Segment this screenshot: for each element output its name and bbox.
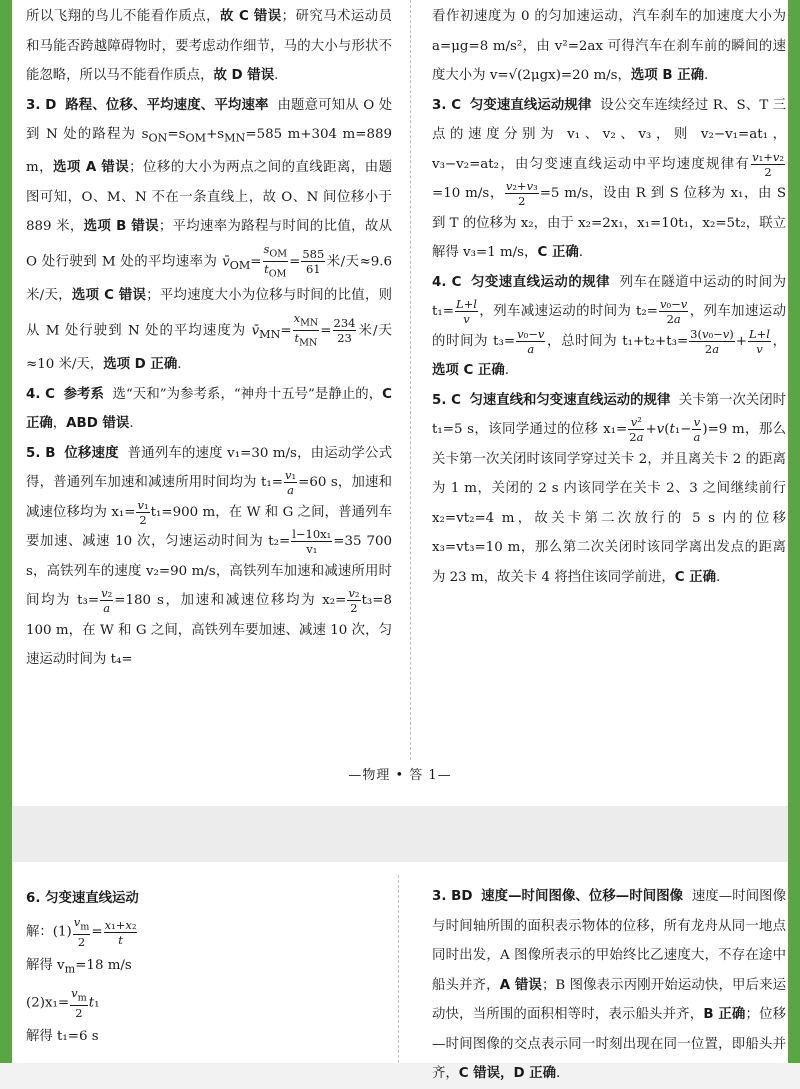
page-gap — [12, 806, 788, 862]
q6-line2: 解得 $v_m=18$ m/s — [26, 958, 132, 976]
q6-line1: 解：(1) $\frac{v_m}{2}$ = $\frac{\text{x₁+x₂}}{t}$ — [26, 915, 137, 950]
left-column — [26, 2, 392, 675]
q6-line4: 解得 t₁=6 s — [26, 1029, 99, 1045]
r-q5-answer: 5. C 匀速直线和匀变速直线运动的规律 关卡第一次关闭时 t₁=5 s，该同学通过的位移 x₁= $\frac{\text{v²}}{2a}$ +v(t₁− $\frac{v}{a}$ )=9 m，那么关卡第一次关闭时该同学穿过关卡 2，并且离关卡 2 的距离为 1 m，关闭的 2 s 内该同学在关卡 2、3 之间继续前行 x₂=vt₂=4 m，故关卡第二次放行的 5 s 内的位移 x₃=vt₃=10 m，那么第二次关闭时该同学离出发点的距离为 23 m，故关卡 4 将挡住该同学前进，C 正确. — [432, 392, 787, 585]
answer-page-1 — [12, 0, 788, 806]
q5-answer: 5. B 位移速度 普通列车的速度 v₁=30 m/s，由运动学公式得，普通列车加速和减速所用时间均为 t₁= $\frac{\text{v₁}}{a}$ =60 s，加速和减速位移均为 x₁= $\frac{\text{v₁}}{2}$ t₁=900 m，在 W 和 G 之间，普通列车要加速、减速 10 次，匀速运动时间为 t₂= $\frac{\text{l−10x₁}}{\text{v₁}}$ =35 700 s，高铁列车的速度 v₂=90 m/s，高铁列车加速和减速所用时间均为 t₃= $\frac{\text{v₂}}{a}$ =180 s，加速和减速位移均为 x₂= $\frac{\text{v₂}}{2}$ t₃=8 100 m，在 W 和 G 之间，高铁列车要加速、减速 10 次，匀速运动时间为 t₄= — [26, 445, 393, 668]
q6-line3: (2)x₁= $\frac{v_m}{2}$ t₁ — [26, 985, 100, 1021]
r-q3-answer: 3. C 匀变速直线运动规律 设公交车连续经过 R、S、T 三点的速度分别为 v₁、v₂、v₃，则 v₂−v₁=at₁，v₃−v₂=at₂，由匀变速直线运动中平均速度规律有 $\frac{\text{v₁+v₂}}{2}$ =10 m/s， $\frac{\text{v₂+v₃}}{2}$ =5 m/s，设由 R 到 S 位移为 x₁，由 S 到 T 的位移为 x₂，由于 x₂=2x₁，x₁=10t₁，x₂=5t₂，联立解得 v₃=1 m/s，C 正确. — [432, 97, 787, 260]
q4-answer: 4. C 参考系 选“天和”为参考系，“神舟十五号”是静止的，C 正确，ABD 错误. — [26, 386, 392, 432]
r-q4-answer: 4. C 匀变速直线运动的规律 列车在隧道中运动的时间为 t₁= $\frac{L+l}{v}$ ，列车减速运动的时间为 t₂= $\frac{\text{v₀−v}}{2a}$ ，列车加速运动的时间为 t₃= $\frac{\text{v₀−v}}{a}$ ，总时间为 t₁+t₂+t₃= $\frac{\text{3(v₀−v)}}{2a}$ + $\frac{L+l}{v}$ ，选项 C 正确. — [432, 274, 787, 378]
q3-answer: 3. D 路程、位移、平均速度、平均速率 由题意可知从 O 处到 N 处的路程为 $s_{ON}=s_{OM}+s_{MN}=585$ m+304 m=889 m，选项 A 错误；位移的大小为两点之间的直线距离，由题图可知，O、M、N 不在一条直线上，故 O、N 间位移小于 889 米，选项 B 错误；平均速率为路程与时间的比值，故从 O 处行驶到 M 处的平均速率为 $v̄_{OM}=$ $\frac{s_{OM}}{t_{OM}}$ = $\frac{585}{61}$ 米/天≈9.6 米/天，选项 C 错误；平均速度大小为位移与时间的比值，则从 M 处行驶到 N 处的平均速度为 $v̄_{MN}=$ $\frac{x_{MN}}{t_{MN}}$ = $\frac{234}{23}$ 米/天≈10 米/天，选项 D 正确. — [26, 97, 393, 373]
q6-title: 6. 匀变速直线运动 — [26, 891, 139, 906]
right-green-border — [788, 0, 800, 1063]
page-footer: —物理 • 答 1— — [348, 768, 452, 783]
answer-page-2 — [12, 862, 788, 1081]
left-green-border — [0, 0, 12, 1063]
page2-column-divider — [398, 875, 399, 1063]
right-column — [432, 2, 786, 592]
column-divider — [410, 0, 411, 760]
page2-right-column — [432, 882, 786, 1089]
page2-left-column — [26, 882, 392, 1053]
q2-continuation: 所以飞翔的鸟儿不能看作质点，故 C 错误；研究马术运动员和马能否跨越障碍物时，要考虑动作细节，马的大小与形状不能忽略，所以马不能看作质点，故 D 错误. — [26, 9, 393, 83]
p2-q3-answer: 3. BD 速度—时间图像、位移—时间图像 速度—时间图像与时间轴所围的面积表示物体的位移，所有龙舟从同一地点同时出发，A 图像所表示的甲始终比乙速度大，不存在途中船头并齐，A 错误；B 图像表示丙刚开始运动快，甲后来运动快，当所围的面积相等时，表示船头并齐，B 正确；位移—时间图像的交点表示同一时刻出现在同一位置，即船头并齐，C 错误，D 正确. — [432, 889, 787, 1081]
q2-right-continuation: 看作初速度为 0 的匀加速运动，汽车刹车的加速度大小为 a=μg=8 m/s²，由 v²=2ax 可得汽车在刹车前的瞬间的速度大小为 v=√(2μgx)=20 m/s，选项 B 正确. — [432, 9, 786, 83]
